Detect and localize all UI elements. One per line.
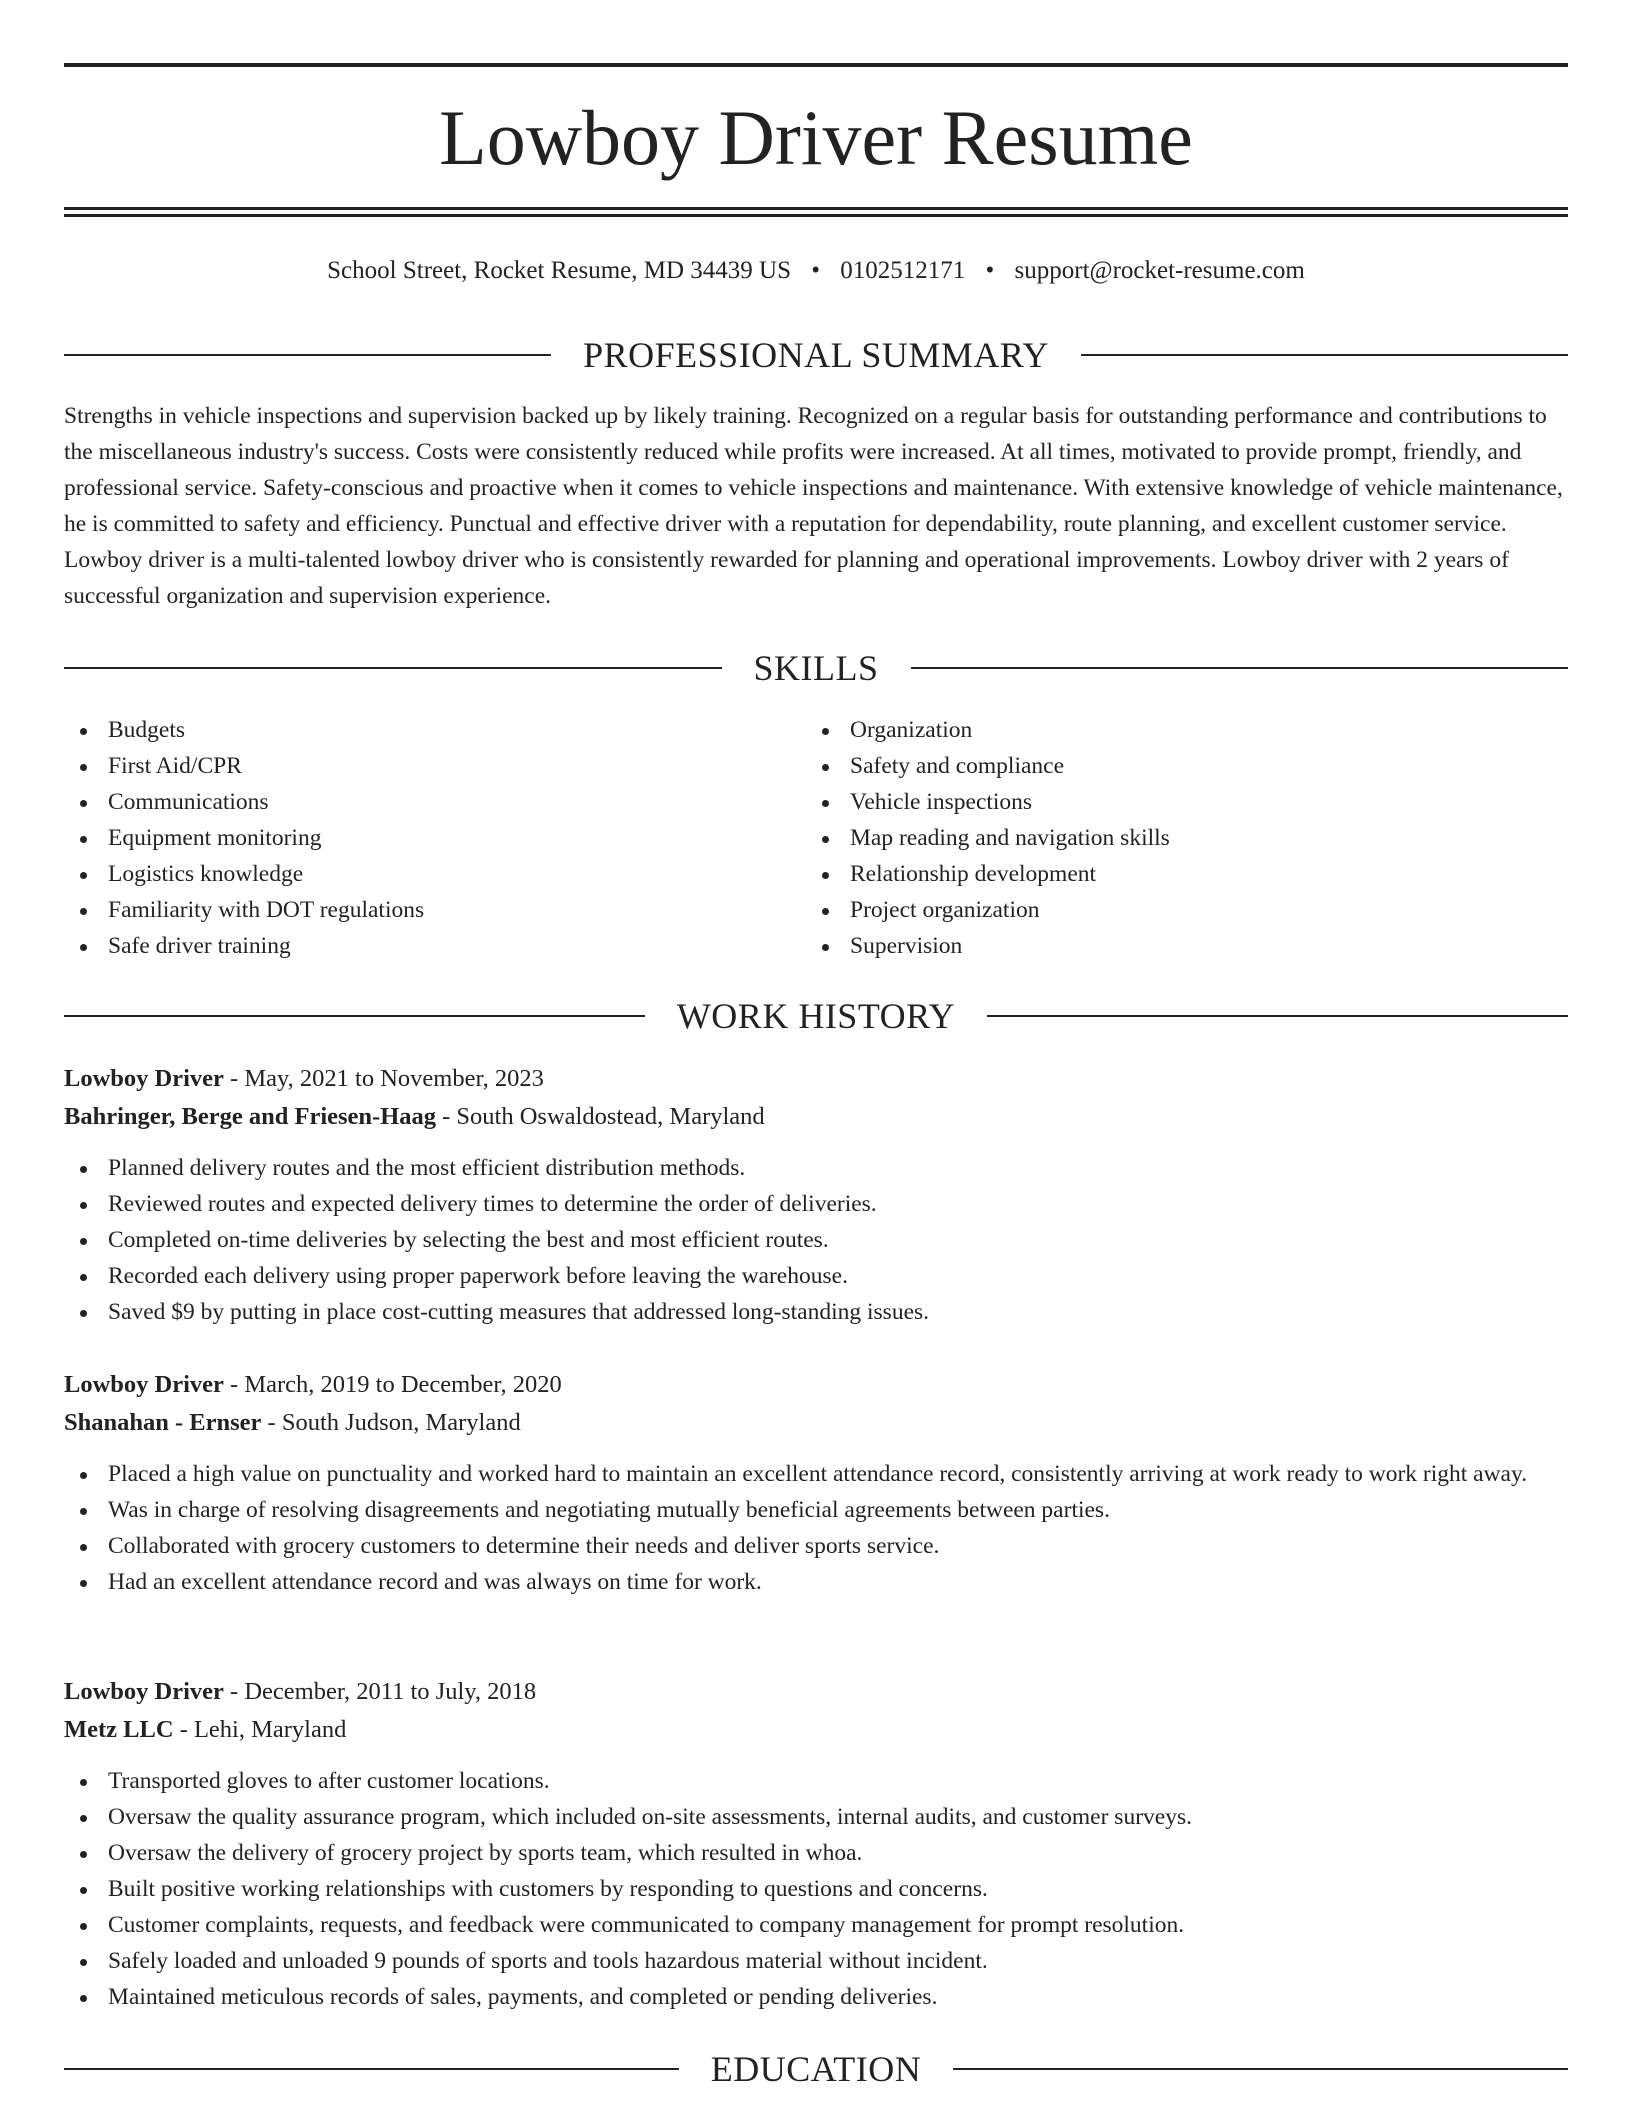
resume-title: Lowboy Driver Resume	[439, 94, 1193, 181]
heading-rule-left	[64, 667, 722, 669]
skill-item: Relationship development	[806, 856, 1566, 892]
job-location: - Lehi, Maryland	[173, 1716, 347, 1743]
job-bullet: Had an excellent attendance record and was always on time for work.	[64, 1564, 1568, 1600]
skill-item: First Aid/CPR	[64, 748, 764, 784]
heading-rule-left	[64, 354, 551, 356]
job-bullet: Built positive working relationships with customers by responding to questions and concerns.	[64, 1871, 1568, 1907]
job-title-line	[64, 1366, 1568, 1404]
skills-list-left	[64, 712, 764, 964]
contact-phone: 0102512171	[840, 257, 966, 284]
job-company: Shanahan - Ernser	[64, 1409, 262, 1436]
job-title-line	[64, 1060, 1568, 1098]
header-top-rule	[64, 63, 1568, 67]
contact-address: School Street, Rocket Resume, MD 34439 US	[327, 257, 792, 284]
job-title: Lowboy Driver	[64, 1678, 224, 1705]
heading-rule-left	[64, 2068, 679, 2070]
work-history-section-heading	[64, 994, 1568, 1038]
skill-item: Safe driver training	[64, 928, 764, 964]
job-bullet: Maintained meticulous records of sales, payments, and completed or pending deliveries.	[64, 1979, 1568, 2015]
contact-line	[64, 254, 1568, 288]
job-bullet: Placed a high value on punctuality and worked hard to maintain an excellent attendance record, consistently arriving at work ready to work right away.	[64, 1456, 1568, 1492]
job-company-line	[64, 1404, 1568, 1442]
skill-item: Logistics knowledge	[64, 856, 764, 892]
job-location: - South Oswaldostead, Maryland	[436, 1103, 765, 1130]
education-section-heading	[64, 2047, 1568, 2091]
skill-item: Vehicle inspections	[806, 784, 1566, 820]
work-history-heading-label: WORK HISTORY	[676, 996, 956, 1036]
heading-rule-right	[1081, 354, 1568, 356]
skill-item: Project organization	[806, 892, 1566, 928]
job-bullet: Collaborated with grocery customers to determine their needs and deliver sports service.	[64, 1528, 1568, 1564]
job-entry	[64, 1366, 1568, 1600]
skill-item: Organization	[806, 712, 1566, 748]
summary-text: Strengths in vehicle inspections and supervision backed up by likely training. Recognized on a regular basis for outstanding performance and contributions to the miscellaneous industry's success. Costs were consistently reduced while profits were increased. At all times, motivated to provide prompt, friendly, and professional service. Safety-conscious and proactive when it comes to vehicle inspections and maintenance. With extensive knowledge of vehicle maintenance, he is committed to safety and efficiency. Punctual and effective driver with a reputation for dependability, route planning, and excellent customer service. Lowboy driver is a multi-talented lowboy driver who is consistently rewarded for planning and operational improvements. Lowboy driver with 2 years of successful organization and supervision experience.	[64, 403, 1563, 609]
summary-section-heading	[64, 333, 1568, 377]
job-company: Metz LLC	[64, 1716, 174, 1743]
skill-item: Communications	[64, 784, 764, 820]
job-bullet: Transported gloves to after customer locations.	[64, 1763, 1568, 1799]
contact-separator: •	[811, 257, 821, 284]
heading-rule-right	[987, 1015, 1568, 1017]
job-location: - South Judson, Maryland	[261, 1409, 521, 1436]
skill-item: Supervision	[806, 928, 1566, 964]
contact-separator: •	[985, 257, 995, 284]
education-heading-label: EDUCATION	[710, 2049, 922, 2089]
job-title: Lowboy Driver	[64, 1065, 224, 1092]
skill-item: Budgets	[64, 712, 764, 748]
job-bullet: Reviewed routes and expected delivery times to determine the order of deliveries.	[64, 1186, 1568, 1222]
header-double-rule-bottom	[64, 214, 1568, 217]
heading-rule-right	[953, 2068, 1568, 2070]
skill-item: Familiarity with DOT regulations	[64, 892, 764, 928]
summary-heading-label: PROFESSIONAL SUMMARY	[583, 335, 1049, 375]
job-title-line	[64, 1673, 1568, 1711]
skill-item: Map reading and navigation skills	[806, 820, 1566, 856]
job-bullet: Recorded each delivery using proper paperwork before leaving the warehouse.	[64, 1258, 1568, 1294]
job-dates: - May, 2021 to November, 2023	[223, 1065, 544, 1092]
job-entry	[64, 1673, 1568, 2015]
job-bullet: Was in charge of resolving disagreements and negotiating mutually beneficial agreements between parties.	[64, 1492, 1568, 1528]
skills-list-right	[806, 712, 1566, 964]
job-bullets	[64, 1456, 1568, 1600]
job-dates: - December, 2011 to July, 2018	[223, 1678, 537, 1705]
job-bullet: Oversaw the delivery of grocery project by sports team, which resulted in whoa.	[64, 1835, 1568, 1871]
contact-email: support@rocket-resume.com	[1014, 257, 1305, 284]
job-bullet: Safely loaded and unloaded 9 pounds of sports and tools hazardous material without incident.	[64, 1943, 1568, 1979]
job-company-line	[64, 1098, 1568, 1136]
job-bullet: Completed on-time deliveries by selecting the best and most efficient routes.	[64, 1222, 1568, 1258]
header-double-rule-top	[64, 207, 1568, 210]
job-bullet: Planned delivery routes and the most efficient distribution methods.	[64, 1150, 1568, 1186]
heading-rule-right	[911, 667, 1569, 669]
job-bullet: Oversaw the quality assurance program, which included on-site assessments, internal audits, and customer surveys.	[64, 1799, 1568, 1835]
job-bullets	[64, 1763, 1568, 2015]
job-company: Bahringer, Berge and Friesen-Haag	[64, 1103, 437, 1130]
skill-item: Equipment monitoring	[64, 820, 764, 856]
skills-section-heading	[64, 646, 1568, 690]
job-title: Lowboy Driver	[64, 1371, 224, 1398]
heading-rule-left	[64, 1015, 645, 1017]
job-company-line	[64, 1711, 1568, 1749]
job-entry	[64, 1060, 1568, 1330]
job-dates: - March, 2019 to December, 2020	[223, 1371, 562, 1398]
skills-heading-label: SKILLS	[753, 648, 879, 688]
skill-item: Safety and compliance	[806, 748, 1566, 784]
job-bullet: Saved $9 by putting in place cost-cutting measures that addressed long-standing issues.	[64, 1294, 1568, 1330]
job-bullets	[64, 1150, 1568, 1330]
job-bullet: Customer complaints, requests, and feedback were communicated to company management for prompt resolution.	[64, 1907, 1568, 1943]
